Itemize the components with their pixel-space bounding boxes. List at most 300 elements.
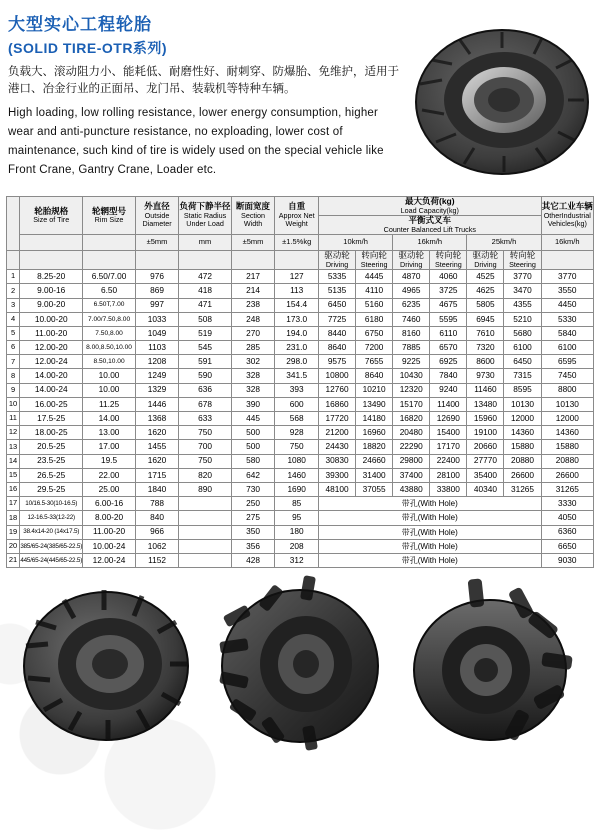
cell-driving-16: 6235: [393, 298, 430, 312]
cell-outside-diameter: 1049: [135, 326, 179, 340]
table-row: [7, 397, 594, 411]
cell-other-vehicles: 3330: [541, 497, 593, 511]
cell-static-radius: 471: [179, 298, 231, 312]
th-sub-srul: [179, 251, 231, 270]
cell-net-weight: 194.0: [275, 326, 319, 340]
cell-steering-16: 6110: [430, 326, 467, 340]
cell-steering-16: 22400: [430, 454, 467, 468]
cell-steering-25: 14360: [504, 426, 541, 440]
table-row: [7, 525, 594, 539]
cell-driving-10: 16860: [319, 397, 356, 411]
cell-steering-25: 3470: [504, 284, 541, 298]
cell-outside-diameter: 1715: [135, 468, 179, 482]
cell-steering-10: 31400: [356, 468, 393, 482]
cell-section-width: 250: [231, 497, 275, 511]
tire-photo-right: [402, 574, 582, 754]
cell-driving-10: 8640: [319, 341, 356, 355]
cell-size: 14.00-20: [20, 369, 83, 383]
cell-static-radius: 590: [179, 369, 231, 383]
cell-net-weight: 85: [275, 497, 319, 511]
cell-rim: 6.50T,7.00: [83, 298, 135, 312]
th-sub-size: [20, 251, 83, 270]
cell-load-note: 带孔(With Hole): [319, 525, 542, 539]
cell-driving-16: 29800: [393, 454, 430, 468]
th-speed-25: 25km/h: [467, 235, 541, 251]
cell-outside-diameter: 788: [135, 497, 179, 511]
cell-size: 23.5-25: [20, 454, 83, 468]
cell-size: 445/65-24(445/65-22.5): [20, 553, 83, 567]
cell-static-radius: 472: [179, 270, 231, 284]
cell-other-vehicles: 5330: [541, 312, 593, 326]
cell-rim: 25.00: [83, 482, 135, 496]
cell-steering-25: 7315: [504, 369, 541, 383]
table-row: [7, 341, 594, 355]
cell-driving-16: 43880: [393, 482, 430, 496]
cell-size: 20.5-25: [20, 440, 83, 454]
cell-outside-diameter: 869: [135, 284, 179, 298]
cell-driving-10: 7725: [319, 312, 356, 326]
cell-static-radius: 636: [179, 383, 231, 397]
cell-steering-25: 6100: [504, 341, 541, 355]
cell-static-radius: [179, 539, 231, 553]
table-row: [7, 553, 594, 567]
cell-index: 5: [7, 326, 20, 340]
cell-section-width: 428: [231, 553, 275, 567]
cell-size: 12-16.5-33(12-22): [20, 511, 83, 525]
th-unit-size: [20, 235, 83, 251]
th-driving-25: 驱动轮 Driving: [467, 251, 504, 270]
cell-section-width: 275: [231, 511, 275, 525]
cell-rim: 19.5: [83, 454, 135, 468]
table-row: [7, 355, 594, 369]
table-header-row-units: [7, 235, 594, 251]
cell-net-weight: 1460: [275, 468, 319, 482]
cell-rim: 10.00-24: [83, 539, 135, 553]
table-row: [7, 298, 594, 312]
cell-section-width: 328: [231, 369, 275, 383]
th-index: [7, 197, 20, 251]
cell-steering-16: 3725: [430, 284, 467, 298]
cell-driving-25: 4525: [467, 270, 504, 284]
cell-steering-25: 15880: [504, 440, 541, 454]
cell-static-radius: 890: [179, 482, 231, 496]
cell-size: 17.5-25: [20, 412, 83, 426]
cell-section-width: 328: [231, 383, 275, 397]
cell-static-radius: 508: [179, 312, 231, 326]
cell-section-width: 730: [231, 482, 275, 496]
cell-rim: 6.00-16: [83, 497, 135, 511]
cell-section-width: 270: [231, 326, 275, 340]
cell-index: 13: [7, 440, 20, 454]
table-row: [7, 383, 594, 397]
cell-outside-diameter: 1840: [135, 482, 179, 496]
cell-driving-10: 39300: [319, 468, 356, 482]
cell-driving-10: 12760: [319, 383, 356, 397]
cell-other-vehicles: 3770: [541, 270, 593, 284]
cell-size: 385/65-24(385/65-22.5): [20, 539, 83, 553]
cell-static-radius: 700: [179, 440, 231, 454]
cell-steering-10: 37055: [356, 482, 393, 496]
cell-driving-16: 15170: [393, 397, 430, 411]
cell-index: 4: [7, 312, 20, 326]
cell-rim: 6.50: [83, 284, 135, 298]
cell-net-weight: 312: [275, 553, 319, 567]
cell-section-width: 214: [231, 284, 275, 298]
cell-static-radius: 750: [179, 426, 231, 440]
cell-driving-25: 9730: [467, 369, 504, 383]
cell-net-weight: 750: [275, 440, 319, 454]
cell-outside-diameter: 1368: [135, 412, 179, 426]
cell-steering-25: 10130: [504, 397, 541, 411]
cell-outside-diameter: 840: [135, 511, 179, 525]
cell-other-vehicles: 4050: [541, 511, 593, 525]
th-steering-10: 转向轮 Steering: [356, 251, 393, 270]
table-header-row-wheeltype: [7, 251, 594, 270]
cell-net-weight: 113: [275, 284, 319, 298]
cell-steering-16: 6925: [430, 355, 467, 369]
cell-index: 7: [7, 355, 20, 369]
cell-other-vehicles: 6100: [541, 341, 593, 355]
cell-net-weight: 393: [275, 383, 319, 397]
th-steering-16: 转向轮 Steering: [430, 251, 467, 270]
cell-index: 16: [7, 482, 20, 496]
cell-index: 10: [7, 397, 20, 411]
cell-rim: 8.50,10.00: [83, 355, 135, 369]
cell-outside-diameter: 1152: [135, 553, 179, 567]
table-row: [7, 482, 594, 496]
cell-net-weight: 1080: [275, 454, 319, 468]
cell-other-vehicles: 8800: [541, 383, 593, 397]
cell-section-width: 445: [231, 412, 275, 426]
cell-load-note: 带孔(With Hole): [319, 553, 542, 567]
cell-driving-10: 30830: [319, 454, 356, 468]
cell-rim: 17.00: [83, 440, 135, 454]
cell-driving-16: 10430: [393, 369, 430, 383]
cell-static-radius: 678: [179, 397, 231, 411]
cell-outside-diameter: 1446: [135, 397, 179, 411]
cell-steering-16: 33800: [430, 482, 467, 496]
cell-section-width: 285: [231, 341, 275, 355]
cell-driving-25: 27770: [467, 454, 504, 468]
th-unit-od: ±5mm: [135, 235, 179, 251]
cell-other-vehicles: 6595: [541, 355, 593, 369]
table-row: [7, 497, 594, 511]
cell-other-vehicles: 7450: [541, 369, 593, 383]
cell-load-note: 带孔(With Hole): [319, 497, 542, 511]
cell-rim: 13.00: [83, 426, 135, 440]
cell-size: 10/16.5-30(10-16.5): [20, 497, 83, 511]
cell-section-width: 580: [231, 454, 275, 468]
cell-rim: 6.50/7.00: [83, 270, 135, 284]
cell-steering-10: 10210: [356, 383, 393, 397]
cell-steering-10: 6180: [356, 312, 393, 326]
cell-rim: 7.50,8.00: [83, 326, 135, 340]
cell-steering-16: 28100: [430, 468, 467, 482]
cell-index: 17: [7, 497, 20, 511]
table-row: [7, 454, 594, 468]
cell-steering-10: 7655: [356, 355, 393, 369]
cell-steering-16: 4060: [430, 270, 467, 284]
th-driving-10: 驱动轮 Driving: [319, 251, 356, 270]
cell-steering-16: 4675: [430, 298, 467, 312]
header: [6, 10, 594, 188]
th-size: 轮胎规格 Size of Tire: [20, 197, 83, 235]
th-unit-rim: [83, 235, 135, 251]
cell-net-weight: 600: [275, 397, 319, 411]
cell-outside-diameter: 976: [135, 270, 179, 284]
cell-steering-10: 6750: [356, 326, 393, 340]
cell-other-vehicles: 26600: [541, 468, 593, 482]
cell-driving-10: 8440: [319, 326, 356, 340]
cell-outside-diameter: 1620: [135, 454, 179, 468]
th-speed-10: 10km/h: [319, 235, 393, 251]
cell-outside-diameter: 1620: [135, 426, 179, 440]
table-row: [7, 326, 594, 340]
cell-driving-16: 12320: [393, 383, 430, 397]
cell-section-width: 238: [231, 298, 275, 312]
th-steering-25: 转向轮 Steering: [504, 251, 541, 270]
cell-static-radius: 519: [179, 326, 231, 340]
cell-section-width: 500: [231, 440, 275, 454]
cell-driving-10: 48100: [319, 482, 356, 496]
cell-net-weight: 341.5: [275, 369, 319, 383]
cell-rim: 7.00/7.50,8.00: [83, 312, 135, 326]
cell-other-vehicles: 4450: [541, 298, 593, 312]
cell-rim: 10.00: [83, 369, 135, 383]
cell-size: 38.4x14-20 (14x17.5): [20, 525, 83, 539]
cell-other-vehicles: 31265: [541, 482, 593, 496]
th-other-vehicles: 其它工业车辆 OtherIndustrial Vehicles(kg): [541, 197, 593, 235]
cell-driving-10: 6450: [319, 298, 356, 312]
cell-net-weight: 208: [275, 539, 319, 553]
cell-net-weight: 928: [275, 426, 319, 440]
cell-outside-diameter: 1455: [135, 440, 179, 454]
cell-net-weight: 568: [275, 412, 319, 426]
cell-section-width: 356: [231, 539, 275, 553]
cell-steering-25: 3770: [504, 270, 541, 284]
th-section-width: 断面宽度 Section Width: [231, 197, 275, 235]
cell-rim: 12.00-24: [83, 553, 135, 567]
cell-rim: 11.25: [83, 397, 135, 411]
cell-driving-10: 5335: [319, 270, 356, 284]
cell-index: 6: [7, 341, 20, 355]
cell-size: 18.00-25: [20, 426, 83, 440]
cell-other-vehicles: 15880: [541, 440, 593, 454]
cell-steering-25: 8595: [504, 383, 541, 397]
cell-outside-diameter: 1062: [135, 539, 179, 553]
cell-outside-diameter: 1103: [135, 341, 179, 355]
tire-photo-center: [210, 574, 390, 754]
th-static-radius: 负荷下静半径 Static Radius Under Load: [179, 197, 231, 235]
th-outside-diameter: 外直径 Outside Diameter: [135, 197, 179, 235]
cell-driving-10: 5135: [319, 284, 356, 298]
cell-net-weight: 154.4: [275, 298, 319, 312]
cell-steering-16: 15400: [430, 426, 467, 440]
cell-steering-25: 4355: [504, 298, 541, 312]
cell-other-vehicles: 14360: [541, 426, 593, 440]
cell-driving-10: 17720: [319, 412, 356, 426]
th-net-weight: 自重 Approx Net Weight: [275, 197, 319, 235]
hero-tire-photo: [412, 14, 592, 184]
cell-steering-25: 6450: [504, 355, 541, 369]
table-row: [7, 312, 594, 326]
table-row: [7, 426, 594, 440]
cell-net-weight: 173.0: [275, 312, 319, 326]
cell-net-weight: 1690: [275, 482, 319, 496]
cell-size: 12.00-24: [20, 355, 83, 369]
cell-index: 20: [7, 539, 20, 553]
cell-steering-16: 9240: [430, 383, 467, 397]
cell-outside-diameter: 1249: [135, 369, 179, 383]
cell-outside-diameter: 997: [135, 298, 179, 312]
page-title-en: (SOLID TIRE-OTR系列): [8, 40, 168, 56]
cell-steering-10: 7200: [356, 341, 393, 355]
cell-steering-10: 4110: [356, 284, 393, 298]
cell-section-width: 350: [231, 525, 275, 539]
cell-index: 8: [7, 369, 20, 383]
cell-rim: 22.00: [83, 468, 135, 482]
cell-section-width: 642: [231, 468, 275, 482]
cell-driving-25: 8600: [467, 355, 504, 369]
th-speed-other: 16km/h: [541, 235, 593, 251]
cell-index: 12: [7, 426, 20, 440]
cell-section-width: 390: [231, 397, 275, 411]
cell-steering-10: 18820: [356, 440, 393, 454]
cell-steering-16: 7840: [430, 369, 467, 383]
cell-steering-16: 5595: [430, 312, 467, 326]
cell-steering-25: 20880: [504, 454, 541, 468]
cell-load-note: 带孔(With Hole): [319, 511, 542, 525]
cell-steering-10: 24660: [356, 454, 393, 468]
cell-steering-25: 26600: [504, 468, 541, 482]
cell-driving-10: 10800: [319, 369, 356, 383]
cell-net-weight: 95: [275, 511, 319, 525]
cell-static-radius: [179, 497, 231, 511]
cell-driving-16: 4965: [393, 284, 430, 298]
cell-driving-16: 9225: [393, 355, 430, 369]
cell-driving-25: 20660: [467, 440, 504, 454]
th-speed-16: 16km/h: [393, 235, 467, 251]
cell-size: 29.5-25: [20, 482, 83, 496]
cell-driving-25: 40340: [467, 482, 504, 496]
cell-index: 11: [7, 412, 20, 426]
cell-driving-25: 11460: [467, 383, 504, 397]
cell-driving-16: 8160: [393, 326, 430, 340]
cell-driving-25: 5805: [467, 298, 504, 312]
cell-index: 14: [7, 454, 20, 468]
cell-steering-16: 17170: [430, 440, 467, 454]
cell-other-vehicles: 3550: [541, 284, 593, 298]
cell-outside-diameter: 1033: [135, 312, 179, 326]
cell-section-width: 248: [231, 312, 275, 326]
cell-steering-10: 5160: [356, 298, 393, 312]
cell-steering-25: 12000: [504, 412, 541, 426]
cell-driving-10: 21200: [319, 426, 356, 440]
cell-driving-16: 20480: [393, 426, 430, 440]
cell-driving-25: 19100: [467, 426, 504, 440]
th-sub-index: [7, 251, 20, 270]
cell-driving-25: 15960: [467, 412, 504, 426]
cell-index: 18: [7, 511, 20, 525]
cell-steering-16: 6570: [430, 341, 467, 355]
cell-section-width: 500: [231, 426, 275, 440]
cell-section-width: 217: [231, 270, 275, 284]
cell-outside-diameter: 1329: [135, 383, 179, 397]
table-row: [7, 284, 594, 298]
cell-driving-16: 37400: [393, 468, 430, 482]
cell-size: 10.00-20: [20, 312, 83, 326]
cell-steering-25: 31265: [504, 482, 541, 496]
th-load-capacity: 最大负荷(kg) Load Capacity(kg): [319, 197, 542, 216]
cell-size: 14.00-24: [20, 383, 83, 397]
cell-steering-10: 4445: [356, 270, 393, 284]
th-counter-balanced: 平衡式叉车 Counter Balanced Lift Trucks: [319, 216, 542, 235]
cell-rim: 11.00-20: [83, 525, 135, 539]
cell-steering-10: 8640: [356, 369, 393, 383]
cell-index: 2: [7, 284, 20, 298]
cell-other-vehicles: 10130: [541, 397, 593, 411]
cell-driving-25: 4625: [467, 284, 504, 298]
cell-static-radius: [179, 553, 231, 567]
table-row: [7, 511, 594, 525]
cell-static-radius: 633: [179, 412, 231, 426]
cell-other-vehicles: 9030: [541, 553, 593, 567]
cell-rim: 8.00-20: [83, 511, 135, 525]
cell-steering-10: 14180: [356, 412, 393, 426]
table-row: [7, 412, 594, 426]
th-sub-rim: [83, 251, 135, 270]
th-unit-nw: ±1.5%kg: [275, 235, 319, 251]
cell-static-radius: 418: [179, 284, 231, 298]
page-title-cn: 大型实心工程轮胎: [8, 15, 152, 34]
table-header-row-1: [7, 197, 594, 216]
th-sub-other: [541, 251, 593, 270]
cell-outside-diameter: 1208: [135, 355, 179, 369]
cell-section-width: 302: [231, 355, 275, 369]
cell-static-radius: [179, 525, 231, 539]
cell-net-weight: 231.0: [275, 341, 319, 355]
th-unit-srul: mm: [179, 235, 231, 251]
table-row: [7, 440, 594, 454]
description-cn: 负载大、滚动阻力小、能耗低、耐磨性好、耐刺穿、防爆胎、免维护，适用于港口、冶金行业的正面吊、龙门吊、装载机等特种车辆。: [8, 66, 399, 95]
cell-size: 26.5-25: [20, 468, 83, 482]
table-body: [7, 270, 594, 568]
th-rim: 轮辋型号 Rim Size: [83, 197, 135, 235]
cell-static-radius: 591: [179, 355, 231, 369]
cell-net-weight: 180: [275, 525, 319, 539]
cell-size: 8.25-20: [20, 270, 83, 284]
cell-driving-25: 6945: [467, 312, 504, 326]
description-en: High loading, low rolling resistance, lower energy consumption, higher wear and anti-puncture resistance, no exploading, lower cost of maintenance, such kind of tire is widely used on the special vehicle like Front Crane, Gantry Crane, Loader etc.: [8, 107, 384, 176]
th-sub-sw: [231, 251, 275, 270]
table-row: [7, 369, 594, 383]
cell-static-radius: [179, 511, 231, 525]
product-photo-gallery: [6, 568, 594, 760]
cell-other-vehicles: 20880: [541, 454, 593, 468]
cell-steering-25: 5680: [504, 326, 541, 340]
cell-rim: 10.00: [83, 383, 135, 397]
cell-driving-25: 7320: [467, 341, 504, 355]
table-row: [7, 270, 594, 284]
cell-other-vehicles: 6650: [541, 539, 593, 553]
th-sub-nw: [275, 251, 319, 270]
cell-size: 12.00-20: [20, 341, 83, 355]
cell-index: 21: [7, 553, 20, 567]
cell-static-radius: 750: [179, 454, 231, 468]
cell-steering-10: 13490: [356, 397, 393, 411]
cell-other-vehicles: 6360: [541, 525, 593, 539]
cell-driving-25: 35400: [467, 468, 504, 482]
